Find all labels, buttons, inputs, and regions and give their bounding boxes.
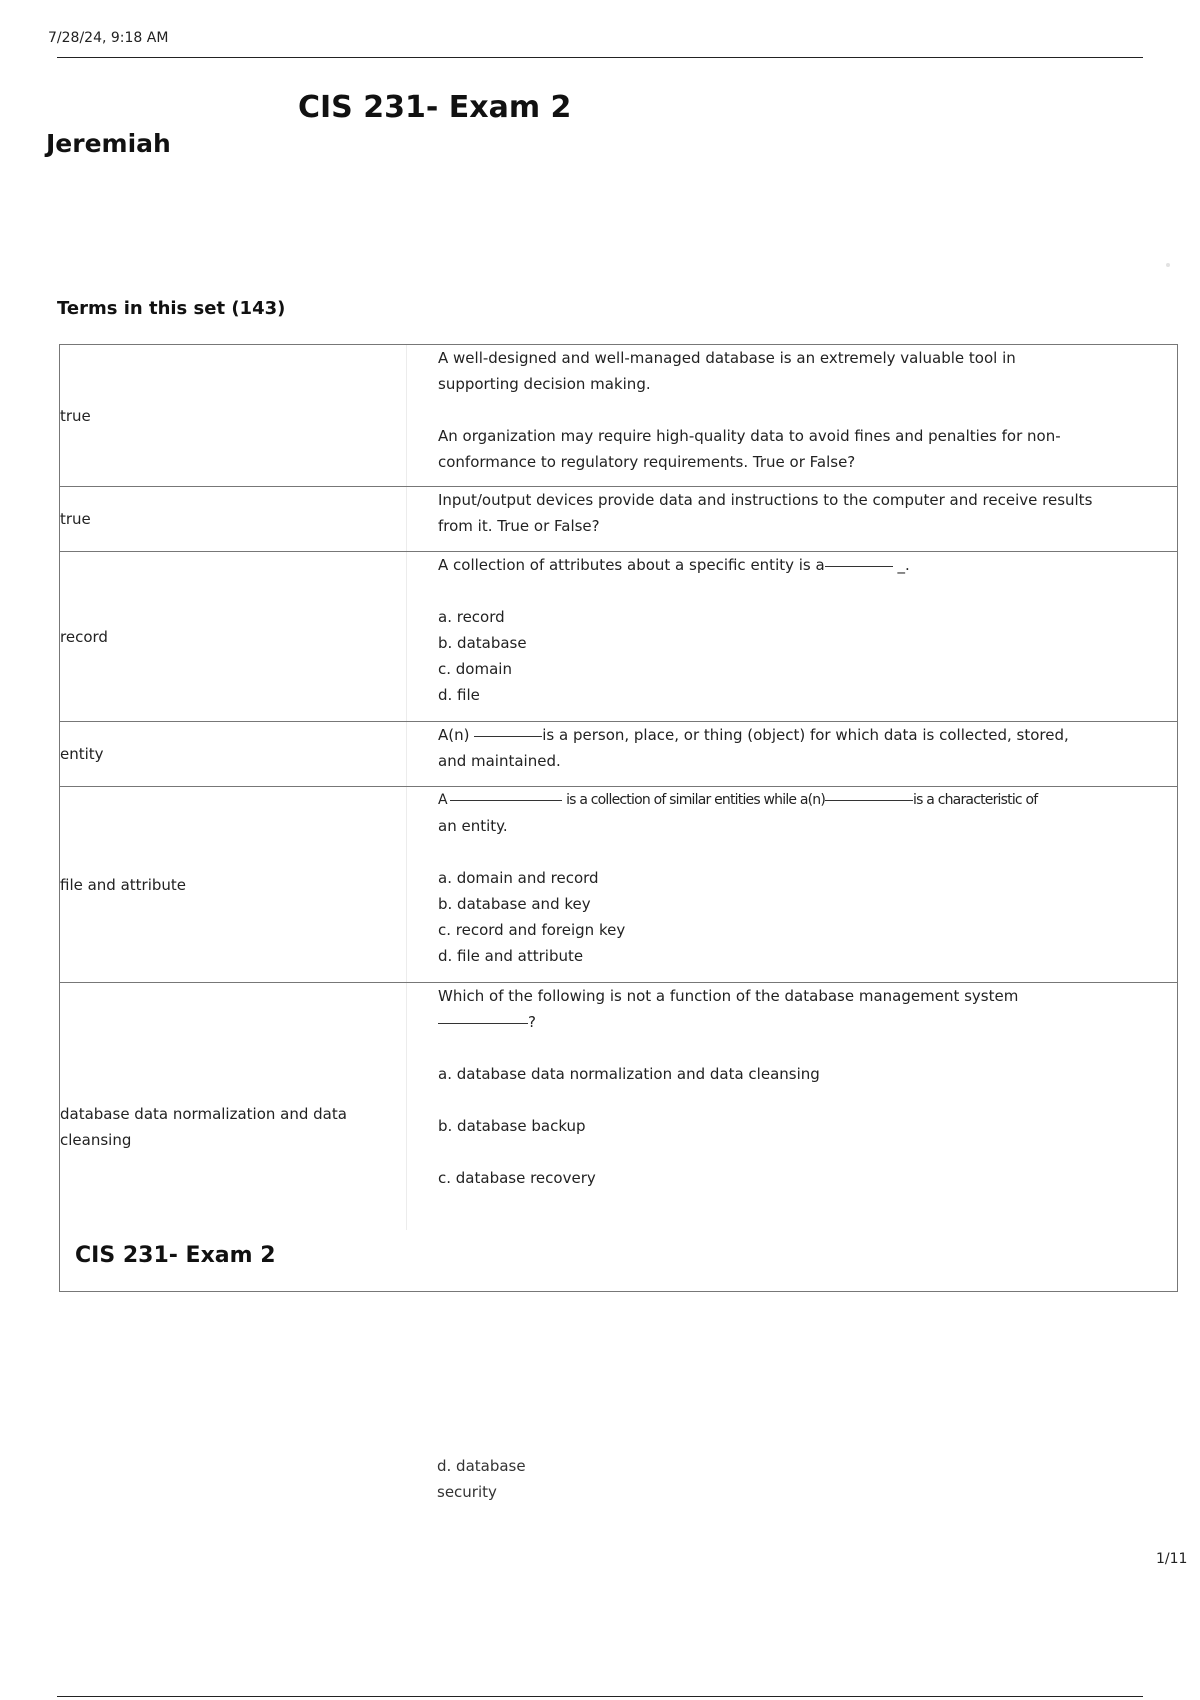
author-name: Jeremiah: [46, 129, 171, 158]
page-number: 1/11: [1156, 1551, 1188, 1567]
answer-option: a. domain and record: [438, 869, 599, 887]
definition-spacer: [438, 839, 1158, 865]
answer-option: b. database backup: [438, 1117, 586, 1135]
definition-question: [438, 787, 1158, 813]
term-cell: [60, 487, 406, 551]
definition-spacer: [438, 578, 1158, 604]
question-text: is a person, place, or thing (object) for which data is collected, stored,: [542, 726, 1069, 744]
definition-cell: [438, 487, 1158, 539]
terms-table: [59, 344, 1178, 1292]
term-cell: [60, 983, 406, 1230]
term-text: record: [60, 627, 108, 646]
term-text: true: [60, 510, 91, 528]
column-divider: [406, 345, 407, 486]
answer-blank: [474, 735, 542, 737]
definition-spacer: [438, 1139, 1158, 1165]
column-divider: [406, 983, 407, 1230]
term-row: [60, 722, 1177, 787]
term-cell: [60, 722, 406, 786]
term-text: entity: [60, 745, 104, 763]
term-row: [60, 787, 1177, 983]
term-row: [60, 983, 1177, 1230]
answer-option: c. domain: [438, 660, 512, 678]
cutoff-option-label: d. database security: [437, 1457, 526, 1501]
answer-option: a. database data normalization and data cleansing: [438, 1065, 820, 1083]
term-cell: [60, 552, 406, 721]
answer-option: b. database: [438, 634, 527, 652]
repeated-title: CIS 231- Exam 2: [75, 1243, 276, 1268]
column-divider: [406, 552, 407, 721]
column-divider: [406, 722, 407, 786]
question-text: A collection of attributes about a specific entity is a: [438, 556, 825, 574]
term-cell: [60, 345, 406, 486]
footer-rule: [57, 1696, 1143, 1697]
question-text: ?: [528, 1013, 536, 1031]
answer-option: a. record: [438, 608, 505, 626]
answer-option: c. record and foreign key: [438, 921, 626, 939]
definition-spacer: [438, 1035, 1158, 1061]
question-text: _.: [892, 556, 910, 574]
answer-blank: [450, 799, 562, 801]
definition-line: supporting decision making.: [438, 375, 651, 393]
definition-cell: [438, 787, 1158, 969]
definition-cell: [438, 983, 1158, 1191]
definition-line: and maintained.: [438, 752, 561, 770]
question-text: is a characteristic of: [913, 792, 1038, 808]
answer-option: d. file and attribute: [438, 947, 584, 965]
column-divider: [406, 487, 407, 551]
definition-line: An organization may require high-quality data to avoid fines and penalties for non-: [438, 427, 1061, 445]
definition-line: an entity.: [438, 817, 508, 835]
cutoff-option-text: [437, 1457, 587, 1501]
definition-line: A well-designed and well-managed database is an extremely valuable tool in: [438, 349, 1016, 367]
term-row: [60, 345, 1177, 487]
term-text: true: [60, 406, 91, 425]
definition-line: Input/output devices provide data and instructions to the computer and receive results: [438, 491, 1093, 509]
question-text: is a collection of similar entities while a(n): [562, 792, 826, 808]
answer-blank: [438, 1022, 528, 1024]
answer-blank: [825, 799, 913, 801]
definition-cell: [438, 345, 1158, 475]
column-divider: [406, 787, 407, 982]
definition-question: [438, 722, 1158, 748]
header-rule: [57, 57, 1143, 58]
terms-set-heading: Terms in this set (143): [57, 298, 286, 319]
definition-question: [438, 1009, 1158, 1035]
term-row: [60, 552, 1177, 722]
question-text: A: [438, 792, 451, 808]
answer-option: c. database recovery: [438, 1169, 596, 1187]
definition-spacer: [438, 397, 1158, 423]
faint-dot: [1166, 263, 1170, 267]
question-text: A(n): [438, 726, 475, 744]
definition-line: conformance to regulatory requirements. True or False?: [438, 453, 856, 471]
term-text: file and attribute: [60, 875, 187, 894]
answer-option: d. file: [438, 686, 480, 704]
answer-blank: [825, 565, 893, 567]
definition-question: Which of the following is not a function of the database management system: [438, 987, 1019, 1005]
definition-cell: [438, 722, 1158, 774]
print-timestamp: 7/28/24, 9:18 AM: [48, 30, 169, 46]
answer-option: b. database and key: [438, 895, 591, 913]
definition-cell: [438, 552, 1158, 708]
page-title: CIS 231- Exam 2: [298, 90, 572, 125]
definition-line: from it. True or False?: [438, 517, 600, 535]
term-cell: [60, 787, 406, 982]
term-text: database data normalization and data cleansing: [60, 1104, 347, 1149]
definition-spacer: [438, 1087, 1158, 1113]
definition-question: [438, 552, 1158, 578]
term-row: [60, 487, 1177, 552]
